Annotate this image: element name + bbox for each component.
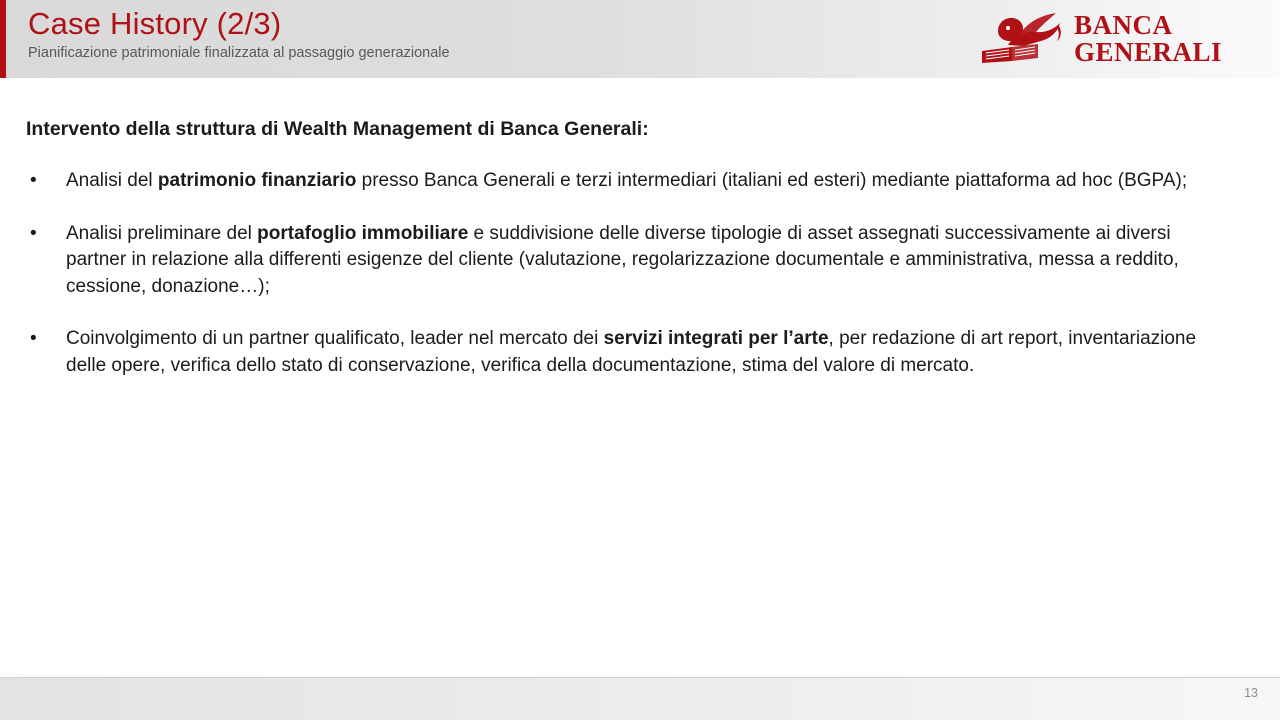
list-item-emphasis: portafoglio immobiliare bbox=[257, 222, 469, 244]
bullet-marker-icon: • bbox=[30, 170, 37, 191]
winged-lion-icon bbox=[978, 11, 1064, 67]
list-item bbox=[26, 221, 1218, 301]
list-item bbox=[26, 168, 1218, 195]
list-item-text: Analisi preliminare del bbox=[66, 222, 258, 244]
bullet-marker-icon: • bbox=[30, 222, 37, 244]
slide-footer bbox=[0, 677, 1280, 720]
list-item-text: e suddivisione delle diverse tipologie di asset assegnati successivamente ai diversi partner in relazione alla differenti esigenze del cliente (valutazione, regolarizzazione documentale e amministrativa, messa a reddito, cessione, donazione…); bbox=[66, 222, 1179, 297]
header-titles bbox=[28, 6, 450, 63]
brand-wordmark bbox=[1074, 12, 1222, 66]
list-item-text: presso Banca Generali e terzi intermediari (italiani ed esteri) mediante piattaforma ad hoc (BGPA); bbox=[356, 170, 1188, 191]
list-item-text: Coinvolgimento di un partner qualificato, leader nel mercato dei bbox=[66, 328, 604, 349]
slide-header bbox=[0, 0, 1280, 78]
list-item-text: Analisi del bbox=[66, 170, 158, 191]
page-subtitle: Pianificazione patrimoniale finalizzata al passaggio generazionale bbox=[28, 45, 450, 61]
list-item-text: , per redazione di art report, inventariazione delle opere, verifica dello stato di conservazione, verifica della documentazione, stima del valore di mercato. bbox=[66, 328, 1197, 376]
brand-wordmark-line2: GENERALI bbox=[1073, 37, 1222, 67]
list-item-emphasis: servizi integrati per l’arte bbox=[603, 328, 829, 349]
list-item-emphasis: patrimonio finanziario bbox=[157, 170, 357, 191]
slide-content bbox=[0, 78, 1280, 678]
page-number: 13 bbox=[1244, 686, 1258, 700]
list-item bbox=[26, 326, 1218, 379]
lead-in-text: Intervento della struttura di Wealth Management di Banca Generali: bbox=[26, 118, 649, 140]
page-title: Case History (2/3) bbox=[28, 6, 282, 41]
brand-logo bbox=[978, 10, 1222, 68]
bullet-marker-icon: • bbox=[30, 328, 37, 349]
brand-wordmark-line1: BANCA bbox=[1073, 10, 1173, 40]
bullet-list bbox=[26, 168, 1218, 379]
